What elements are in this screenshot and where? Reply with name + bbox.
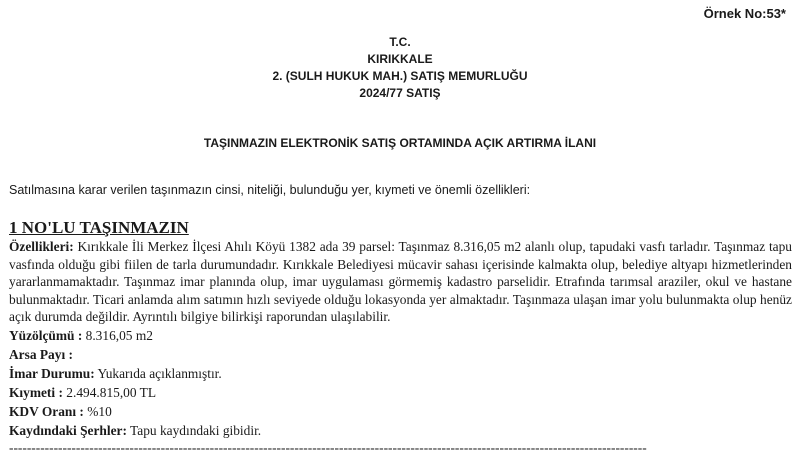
area-field [9, 326, 792, 345]
value-field [9, 383, 792, 402]
value-label: Kıymeti : [9, 384, 63, 400]
zoning-label: İmar Durumu: [9, 365, 95, 381]
document-title: TAŞINMAZIN ELEKTRONİK SATIŞ ORTAMINDA AÇIK ARTIRMA İLANI [203, 136, 597, 150]
value-amount: 2.494.815,00 TL [62, 384, 157, 400]
header-line-city: KIRIKKALE [367, 52, 433, 66]
zoning-field [9, 364, 792, 383]
annotations-field [9, 421, 792, 440]
area-label: Yüzölçümü : [9, 327, 83, 343]
features-label: Özellikleri: [9, 239, 74, 254]
header-line-file: 2024/77 SATIŞ [359, 86, 441, 100]
vat-field [9, 402, 792, 421]
land-share-field [9, 345, 792, 364]
property-section [9, 218, 792, 456]
property-heading: 1 NO'LU TAŞINMAZIN [9, 218, 189, 237]
separator-line: ----------------------------------------------------------------------------------------------------------------------------------------------- [9, 439, 647, 455]
vat-value: %10 [83, 403, 112, 419]
property-features [9, 238, 792, 326]
features-value: Kırıkkale İli Merkez İlçesi Ahılı Köyü 1382 ada 39 parsel: Taşınmaz 8.316,05 m2 alanlı olup, tapudaki vasfı tarladır. Taşınmaz tapu vasfında olduğu gibi fiilen de tarla durumundadır. Kırıkkale Belediyesi mücavir sahası içerisinde kalmakta olup, belediye altyapı hizmetlerinden yararlanmamaktadır. Taşınmaz imar planında olup, imar uygulaması görmemiş kadastro parselidir. Etrafında tarımsal araziler, okul ve hastane bulunmaktadır. Ticari anlamda alım satımın hızlı seviyede olduğu lokasyonda yer almaktadır. Taşınmaza ulaşan imar yolu bulunmakta olup henüz açık durumda değildir. Ayrıntılı bilgiye bilirkişi raporundan ulaşılabilir. [9, 239, 792, 324]
sample-number: Örnek No:53* [703, 6, 786, 21]
land-share-label: Arsa Payı : [9, 346, 73, 362]
zoning-value: Yukarıda açıklanmıştır. [94, 365, 222, 381]
annotations-value: Tapu kaydındaki gibidir. [126, 422, 262, 438]
header-line-office: 2. (SULH HUKUK MAH.) SATIŞ MEMURLUĞU [272, 69, 528, 83]
annotations-label: Kaydındaki Şerhler: [9, 422, 127, 438]
vat-label: KDV Oranı : [9, 403, 84, 419]
intro-text: Satılmasına karar verilen taşınmazın cinsi, niteliği, bulunduğu yer, kıymeti ve önemli özellikleri: [9, 183, 531, 197]
header-line-tc: T.C. [389, 35, 411, 49]
area-value: 8.316,05 m2 [82, 327, 153, 343]
document-header [0, 34, 800, 102]
